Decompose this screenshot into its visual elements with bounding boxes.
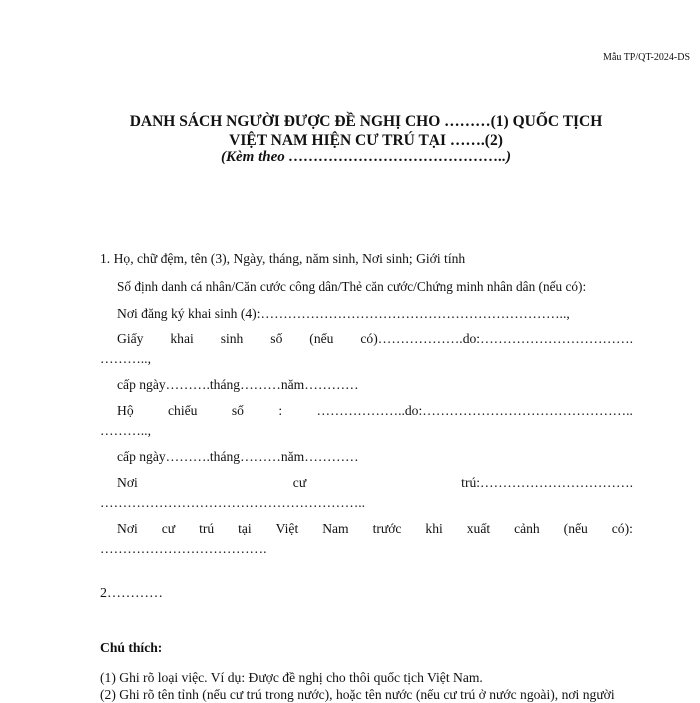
text-word: khai	[170, 331, 194, 346]
notes-heading: Chú thích:	[100, 640, 163, 655]
entry-1-residence-continuation: …………………………………………………..	[100, 495, 366, 510]
text-word: Hộ	[117, 403, 134, 418]
entry-1-prior-residence-line	[117, 520, 633, 538]
entry-1-birth-registration-line: Nơi đăng ký khai sinh (4):…………………………………………………………..,	[117, 306, 570, 321]
note-item: (2) Ghi rõ tên tỉnh (nếu cư trú trong nước), hoặc tên nước (nếu cư trú ở nước ngoài), nơi người	[100, 687, 615, 702]
entry-1-residence-line	[117, 474, 633, 492]
text-word: :	[278, 403, 283, 418]
text-word: số	[270, 331, 283, 346]
text-word: có)……………….do:…………………………….	[360, 331, 633, 346]
text-word: trú:…………………………….	[461, 475, 633, 490]
form-code: Mẫu TP/QT-2024-DS	[603, 52, 690, 63]
text-word: trú	[199, 521, 215, 536]
text-word: Nam	[322, 521, 349, 536]
attachment-reference: (Kèm theo ……………………………………..)	[221, 149, 511, 165]
entry-1-birth-certificate-line	[117, 330, 633, 348]
entry-1-passport-line	[117, 402, 633, 420]
title-line-2: VIỆT NAM HIỆN CƯ TRÚ TẠI …….(2)	[229, 132, 503, 149]
text-word: ………………..do:………………………………………..	[316, 403, 633, 418]
text-word: khi	[425, 521, 443, 536]
text-word: cảnh	[514, 521, 540, 536]
entry-1-id-line: Số định danh cá nhân/Căn cước công dân/Thẻ căn cước/Chứng minh nhân dân (nếu có):	[117, 279, 587, 294]
text-word: cư	[292, 475, 307, 490]
text-word: xuất	[466, 521, 491, 536]
entry-1-issue-date-2: cấp ngày……….tháng………năm…………	[117, 449, 359, 464]
entry-1-birth-certificate-continuation: ………..,	[100, 351, 151, 366]
text-word: sinh	[220, 331, 244, 346]
text-word: tại	[238, 521, 252, 536]
entry-1-prior-residence-continuation: ……………………………….	[100, 541, 267, 556]
note-item: (1) Ghi rõ loại việc. Ví dụ: Được đề nghị cho thôi quốc tịch Việt Nam.	[100, 670, 483, 685]
text-word: Nơi	[117, 521, 138, 536]
text-word: trước	[372, 521, 402, 536]
entry-1-issue-date-1: cấp ngày……….tháng………năm…………	[117, 377, 359, 392]
text-word: Giấy	[117, 331, 144, 346]
text-word: Nơi	[117, 475, 138, 490]
text-word: Việt	[275, 521, 299, 536]
text-word: có):	[611, 521, 633, 536]
title-line-1: DANH SÁCH NGƯỜI ĐƯỢC ĐỀ NGHỊ CHO ………(1) QUỐC TỊCH	[129, 113, 603, 130]
text-word: số	[231, 403, 244, 418]
entry-1-passport-continuation: ………..,	[100, 423, 151, 438]
text-word: chiếu	[168, 403, 198, 418]
entry-2: 2…………	[100, 586, 163, 601]
entry-1-name-line: 1. Họ, chữ đệm, tên (3), Ngày, tháng, năm sinh, Nơi sinh; Giới tính	[100, 251, 466, 266]
text-word: cư	[161, 521, 176, 536]
text-word: (nếu	[309, 331, 334, 346]
text-word: (nếu	[563, 521, 588, 536]
